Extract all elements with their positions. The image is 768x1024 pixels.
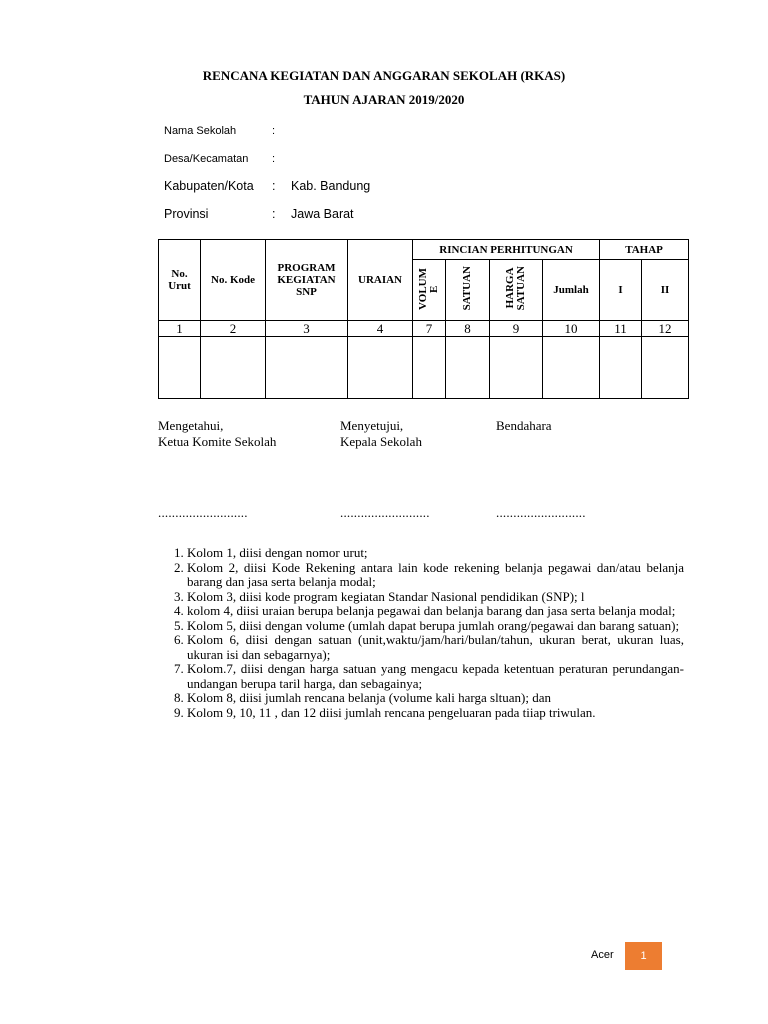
field-colon: : — [272, 153, 276, 165]
field-value: Jawa Barat — [291, 207, 354, 221]
list-item: 4. kolom 4, diisi uraian berupa belanja pegawai dan belanja barang dan jasa serta belanja modal; — [187, 604, 684, 619]
signature-kepala-sekolah — [340, 418, 422, 450]
signature-bendahara — [496, 418, 552, 434]
column-number: 7 — [413, 321, 446, 337]
header-volume — [413, 260, 446, 321]
header-no-urut: No. Urut — [159, 240, 201, 321]
list-item: 9. Kolom 9, 10, 11 , dan 12 diisi jumlah rencana pengeluaran pada tiiap triwulan. — [187, 706, 684, 721]
field-label: Provinsi — [164, 207, 209, 221]
header-program-kegiatan: PROGRAM KEGIATAN SNP — [266, 240, 348, 321]
field-colon: : — [272, 179, 276, 193]
signature-line2: Kepala Sekolah — [340, 434, 422, 449]
column-number: 4 — [348, 321, 413, 337]
field-label: Desa/Kecamatan — [164, 153, 249, 165]
page-number-badge: 1 — [625, 942, 662, 970]
signature-line1: Mengetahui, — [158, 418, 224, 433]
header-harga-satuan-text: HARGA SATUAN — [504, 266, 527, 311]
instructions-list — [163, 546, 684, 720]
column-number: 10 — [543, 321, 600, 337]
table-cell — [201, 337, 266, 399]
header-volume-text: VOLUM E — [417, 267, 440, 310]
header-harga-satuan — [490, 260, 543, 321]
column-number: 8 — [446, 321, 490, 337]
list-item: 7. Kolom.7, diisi dengan harga satuan yang mengacu kepada ketentuan peraturan perundangan-undangan berupa taril harga, dan sebagainya; — [187, 662, 684, 691]
header-no-kode: No. Kode — [201, 240, 266, 321]
column-number: 2 — [201, 321, 266, 337]
field-colon: : — [272, 125, 276, 137]
header-jumlah: Jumlah — [543, 260, 600, 321]
column-number: 1 — [159, 321, 201, 337]
table-cell — [642, 337, 689, 399]
table-cell — [446, 337, 490, 399]
signature-line2: Ketua Komite Sekolah — [158, 434, 277, 449]
column-number: 12 — [642, 321, 689, 337]
table-cell — [600, 337, 642, 399]
list-item: 5. Kolom 5, diisi dengan volume (umlah dapat berupa jumlah orang/pegawai dan barang satuan); — [187, 619, 684, 634]
header-rincian-perhitungan: RINCIAN PERHITUNGAN — [413, 240, 600, 260]
signature-dots: .......................... — [158, 505, 248, 520]
footer-author: Acer — [591, 949, 614, 961]
header-tahap-2: II — [642, 260, 689, 321]
list-item: 8. Kolom 8, diisi jumlah rencana belanja (volume kali harga sltuan); dan — [187, 691, 684, 706]
table-cell — [490, 337, 543, 399]
table-row — [159, 337, 689, 399]
table-cell — [543, 337, 600, 399]
list-item: 3. Kolom 3, diisi kode program kegiatan Standar Nasional pendidikan (SNP); l — [187, 590, 684, 605]
document-subtitle: TAHUN AJARAN 2019/2020 — [303, 92, 465, 107]
header-satuan-text: SATUAN — [461, 266, 473, 311]
list-item: 1. Kolom 1, diisi dengan nomor urut; — [187, 546, 684, 561]
document-title: RENCANA KEGIATAN DAN ANGGARAN SEKOLAH (RKAS) — [202, 68, 566, 83]
header-uraian: URAIAN — [348, 240, 413, 321]
field-label: Kabupaten/Kota — [164, 179, 254, 193]
column-number-row — [159, 321, 689, 337]
table-cell — [159, 337, 201, 399]
table-cell — [413, 337, 446, 399]
rkas-table — [158, 239, 689, 399]
field-colon: : — [272, 207, 276, 221]
table-cell — [266, 337, 348, 399]
column-number: 11 — [600, 321, 642, 337]
list-item: 2. Kolom 2, diisi Kode Rekening antara lain kode rekening belanja pegawai dan/atau belanja barang dan jasa serta belanja modal; — [187, 561, 684, 590]
signature-komite — [158, 418, 276, 450]
signature-dots: .......................... — [496, 505, 586, 520]
field-label: Nama Sekolah — [164, 125, 237, 137]
header-tahap: TAHAP — [600, 240, 689, 260]
signature-dots: .......................... — [340, 505, 430, 520]
column-number: 3 — [266, 321, 348, 337]
table-cell — [348, 337, 413, 399]
signature-line1: Menyetujui, — [340, 418, 404, 433]
column-number: 9 — [490, 321, 543, 337]
field-value: Kab. Bandung — [291, 179, 371, 193]
signature-line1: Bendahara — [496, 418, 552, 433]
header-tahap-1: I — [600, 260, 642, 321]
header-satuan — [446, 260, 490, 321]
list-item: 6. Kolom 6, diisi dengan satuan (unit,waktu/jam/hari/bulan/tahun, ukuran berat, ukuran luas, ukuran isi dan sebagarnya); — [187, 633, 684, 662]
